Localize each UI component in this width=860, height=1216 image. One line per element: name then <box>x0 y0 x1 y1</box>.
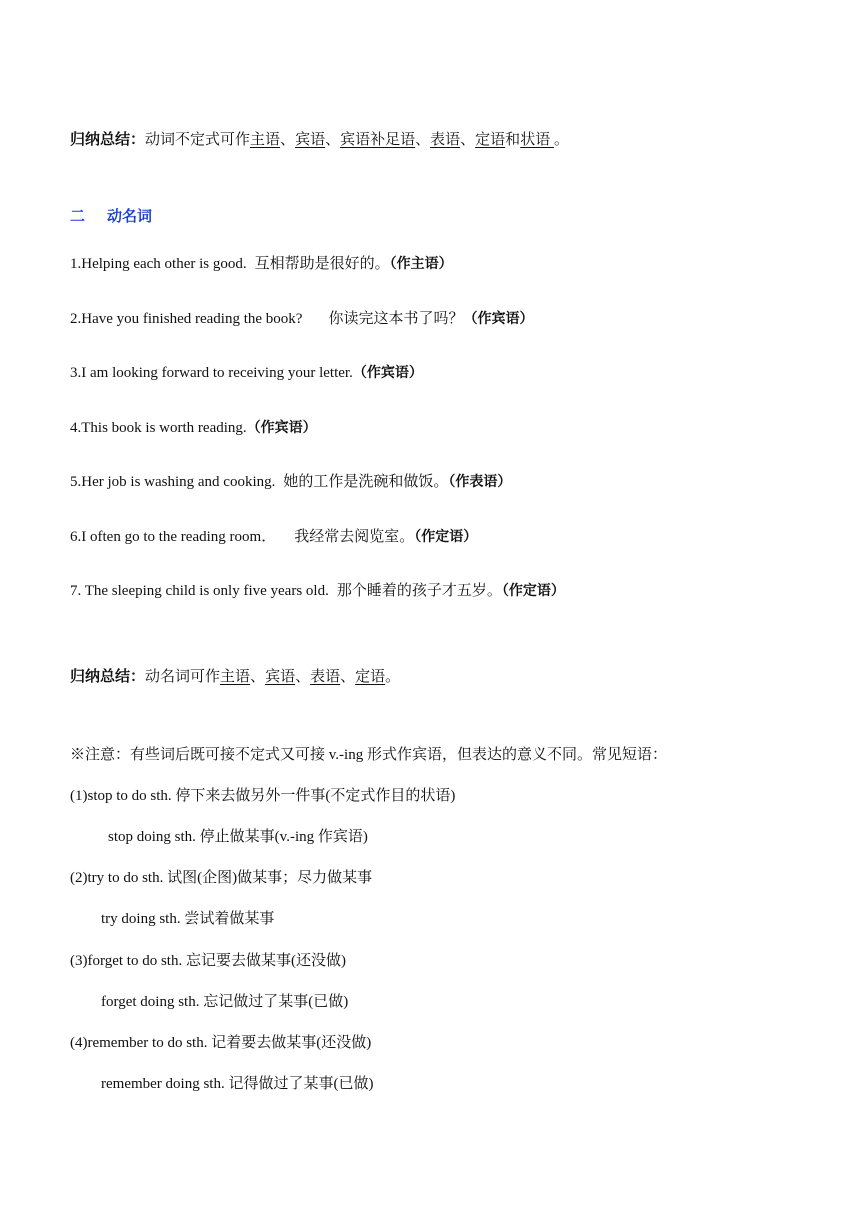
summary-label: 归纳总结： <box>70 131 146 148</box>
summary-label: 归纳总结： <box>70 668 146 685</box>
summary-item: 主语 <box>250 132 281 148</box>
separator: 、 <box>250 669 266 685</box>
example-item <box>70 253 453 274</box>
section-heading <box>70 207 152 227</box>
example-en: 5.Her job is washing and cooking. <box>70 474 276 490</box>
example-zh: 你读完这本书了吗？ <box>328 311 464 327</box>
summary-and: 和 <box>505 132 521 148</box>
separator: 、 <box>460 132 476 148</box>
summary-infinitive <box>70 130 569 150</box>
example-en: 3.I am looking forward to receiving your letter. <box>70 365 353 381</box>
summary-item: 定语 <box>355 669 386 685</box>
example-item <box>70 471 511 492</box>
phrase-main: (3)forget to do sth. 忘记要去做某事(还没做) <box>70 953 346 969</box>
summary-item: 定语 <box>475 132 506 148</box>
summary-item: 表语 <box>430 132 461 148</box>
note-text: ※注意：有些词后既可接不定式又可接 v.-ing 形式作宾语，但表达的意义不同。常见短语： <box>70 747 667 763</box>
example-item <box>70 526 477 547</box>
summary-end: 。 <box>553 132 569 148</box>
example-role: （作宾语） <box>463 310 534 326</box>
summary-gerund <box>70 667 400 687</box>
phrase-main: (4)remember to do sth. 记着要去做某事(还没做) <box>70 1035 372 1051</box>
example-en: 4.This book is worth reading. <box>70 420 247 436</box>
separator: 、 <box>340 669 356 685</box>
example-item <box>70 362 423 383</box>
phrase-sub: remember doing sth. 记得做过了某事(已做) <box>101 1076 374 1092</box>
example-en: 6.I often go to the reading room． <box>70 529 277 545</box>
phrase-main: (2)try to do sth. 试图(企图)做某事；尽力做某事 <box>70 870 373 886</box>
example-item <box>70 580 565 601</box>
example-item <box>70 308 533 329</box>
summary-intro: 动名词可作 <box>145 669 221 685</box>
phrase-sub: forget doing sth. 忘记做过了某事(已做) <box>101 994 349 1010</box>
summary-item: 主语 <box>220 669 251 685</box>
example-zh: 互相帮助是很好的。 <box>254 256 390 272</box>
example-en: 1.Helping each other is good. <box>70 256 247 272</box>
phrase-sub: stop doing sth. 停止做某事(v.-ing 作宾语) <box>108 829 368 845</box>
example-en: 7. The sleeping child is only five years old. <box>70 583 329 599</box>
phrase-sub: try doing sth. 尝试着做某事 <box>101 911 275 927</box>
example-role: （作表语） <box>448 473 512 489</box>
example-zh: 那个睡着的孩子才五岁。 <box>336 583 502 599</box>
example-zh: 她的工作是洗碗和做饭。 <box>283 474 449 490</box>
section-number: 二 <box>70 208 86 225</box>
example-zh: 我经常去阅览室。 <box>294 529 415 545</box>
separator: 、 <box>280 132 296 148</box>
summary-item: 宾语补足语 <box>340 132 416 148</box>
phrase-main: (1)stop to do sth. 停下来去做另外一件事(不定式作目的状语) <box>70 788 456 804</box>
separator: 、 <box>415 132 431 148</box>
example-role: （作宾语） <box>352 364 423 380</box>
example-role: （作定语） <box>414 528 478 544</box>
summary-item: 状语 <box>520 132 554 148</box>
example-role: （作宾语） <box>246 419 317 435</box>
example-en: 2.Have you finished reading the book? <box>70 311 303 327</box>
summary-item: 宾语 <box>265 669 296 685</box>
summary-intro: 动词不定式可作 <box>145 132 251 148</box>
summary-end: 。 <box>385 669 401 685</box>
separator: 、 <box>295 669 311 685</box>
example-role: （作定语） <box>501 582 565 598</box>
example-item <box>70 417 317 438</box>
section-title: 动名词 <box>107 208 153 225</box>
summary-item: 表语 <box>310 669 341 685</box>
summary-item: 宾语 <box>295 132 326 148</box>
separator: 、 <box>325 132 341 148</box>
example-role: （作主语） <box>389 255 453 271</box>
